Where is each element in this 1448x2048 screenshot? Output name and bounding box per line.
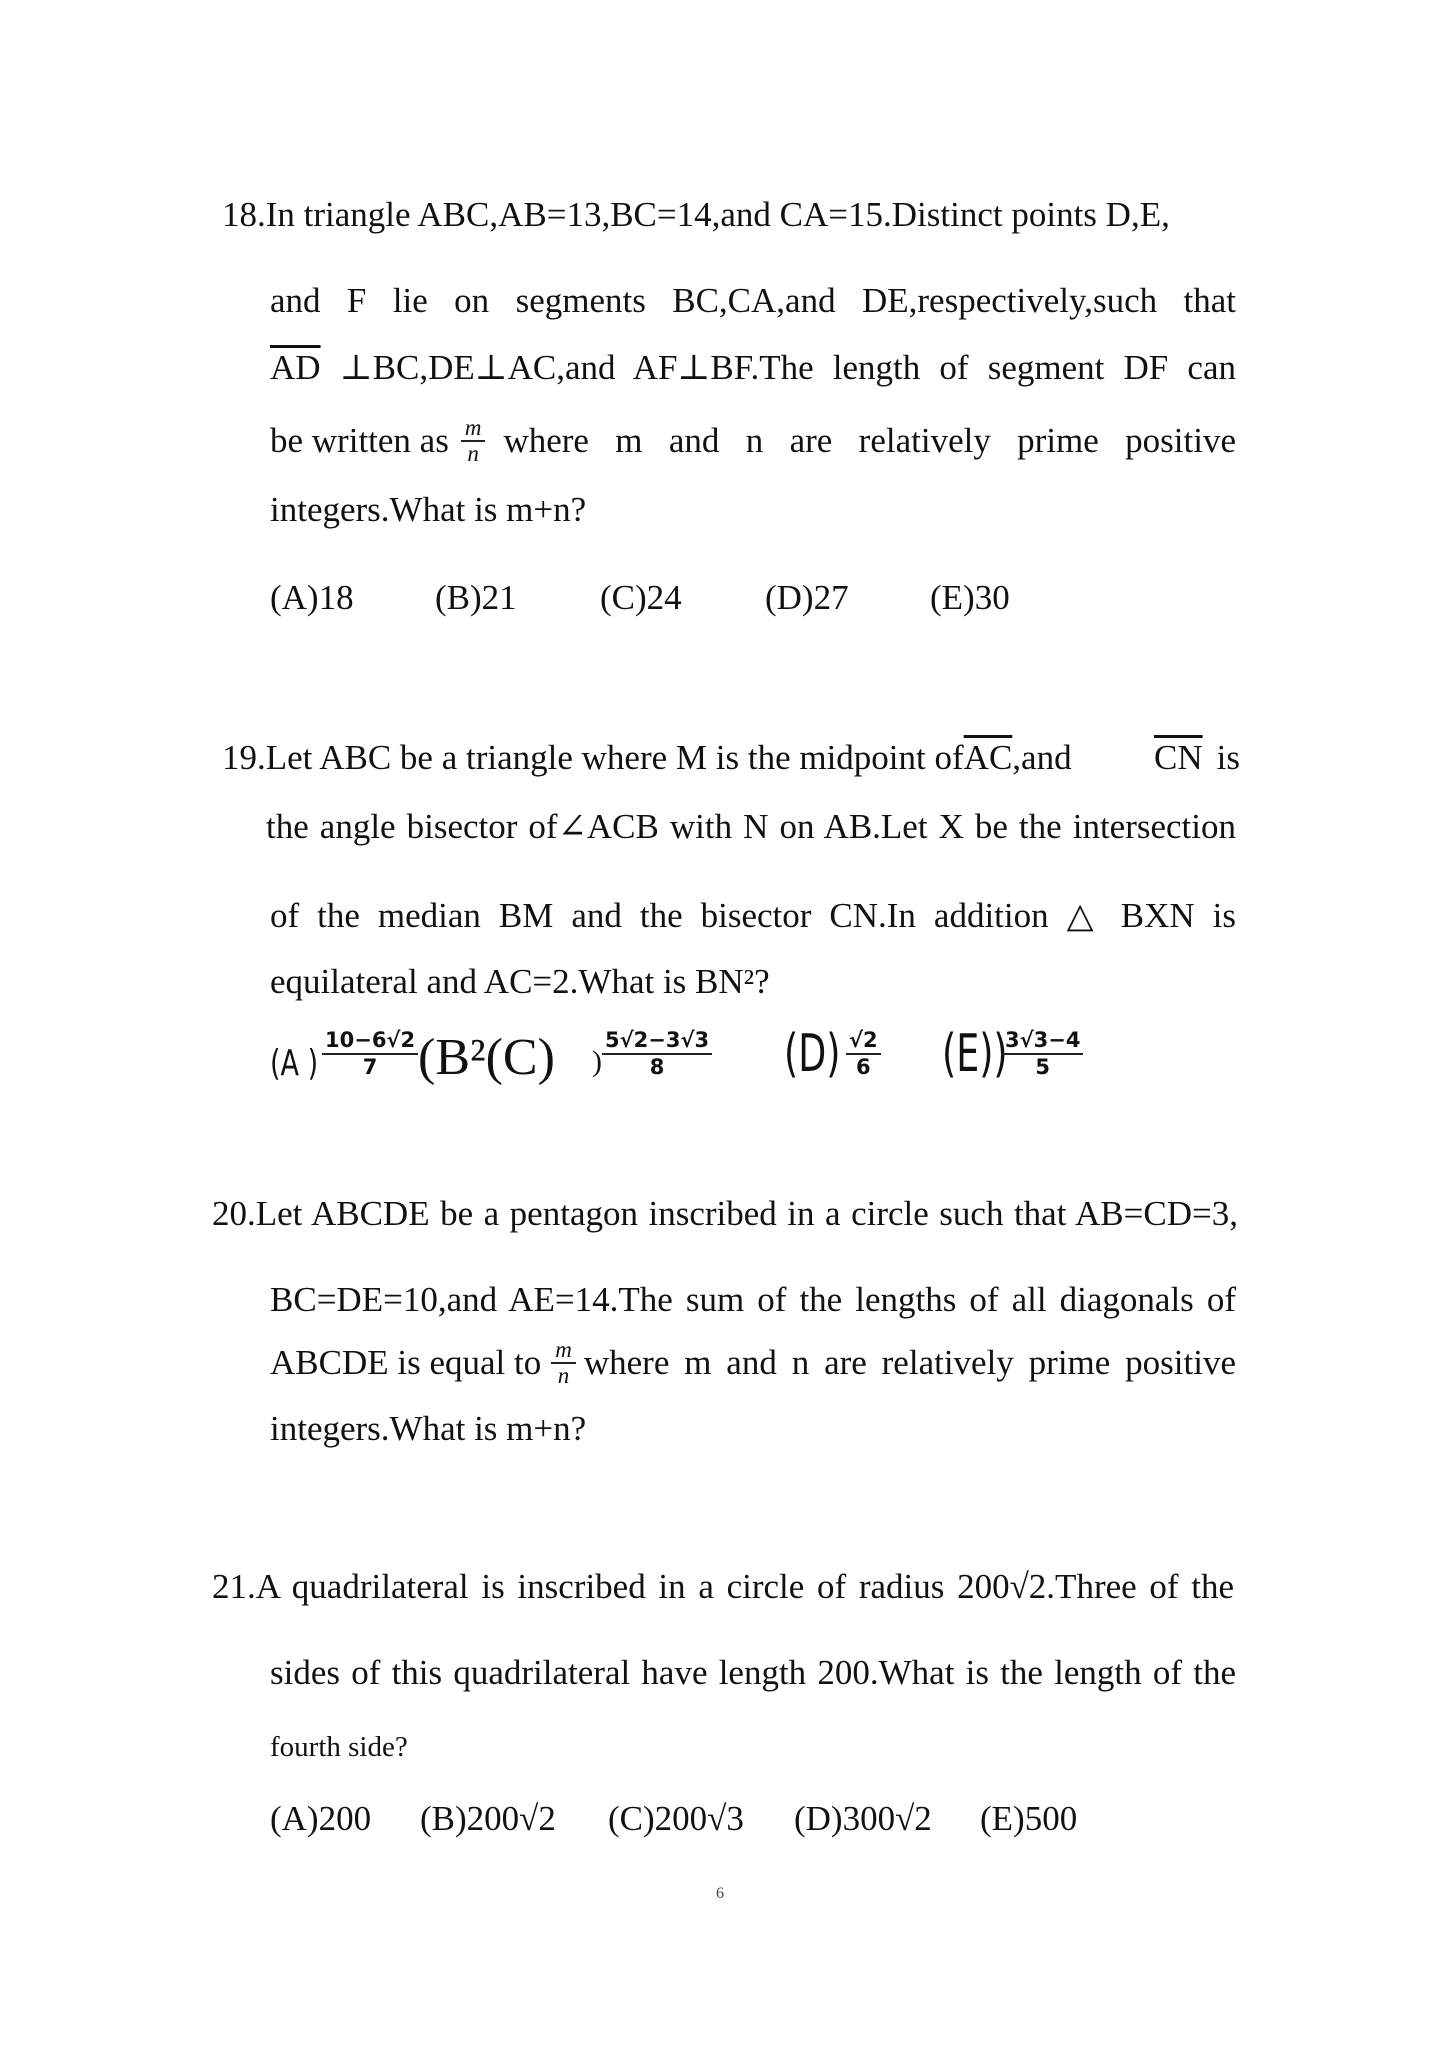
q19-choice-d-fraction (846, 1028, 881, 1080)
q19-choice-c-fraction (602, 1028, 712, 1080)
fraction-denominator: n (467, 441, 479, 466)
q19-choice-b-c-label[interactable]: (B²(C) (418, 1029, 555, 1086)
q18-choice-c[interactable]: (C)24 (600, 578, 682, 617)
segment-cn: $\overline{CN}$ (1154, 738, 1203, 777)
q18-choice-a[interactable]: (A)18 (270, 578, 354, 617)
q18-choice-d[interactable]: (D)27 (765, 578, 849, 617)
q21-choice-b[interactable]: (B)200√2 (420, 1799, 556, 1838)
q21-choice-e[interactable]: (E)500 (980, 1799, 1078, 1838)
q20-stem-line-4: integers.What is m+n? (270, 1409, 587, 1448)
segment-ad: $\overline{AD}$ (270, 348, 321, 387)
q21-stem-line-2: sides of this quadrilateral have length 200.What is the length of the (270, 1653, 1236, 1692)
q18-stem-line-2: and F lie on segments BC,CA,and DE,respectively,such that (270, 281, 1236, 320)
q20-stem-line-2: BC=DE=10,and AE=14.The sum of the lengths of all diagonals of (270, 1280, 1236, 1319)
q18-choice-e[interactable]: (E)30 (930, 578, 1010, 617)
q21-choice-d[interactable]: (D)300√2 (794, 1799, 932, 1838)
q19-stem-line-1 (222, 736, 1240, 780)
q19-choice-a-label[interactable]: (A ) (270, 1043, 319, 1084)
q20-fraction-m-over-n (551, 1338, 576, 1388)
q19-answer-choices (270, 1024, 1170, 1100)
q18-text-be-written-as: be written as (270, 421, 449, 460)
q18-stem-line-5: integers.What is m+n? (270, 490, 587, 529)
fraction-denominator: 7 (362, 1055, 378, 1079)
q19-stem-line-3: of the median BM and the bisector CN.In addition △ BXN is (270, 896, 1236, 935)
q19-choice-d-label[interactable]: (D) (784, 1024, 841, 1084)
q20-text-equal-to: ABCDE is equal to (270, 1343, 542, 1382)
q19-choice-e-label[interactable]: (E)) (942, 1024, 1008, 1084)
q18-stem-line-3-rest: ⊥BC,DE⊥AC,and AF⊥BF.The length of segment DF can (320, 348, 1236, 387)
q19-choice-a-fraction (322, 1028, 418, 1080)
q19-text-and: ,and (1012, 738, 1072, 777)
fraction-denominator: 5 (1035, 1055, 1051, 1079)
q21-stem-line-3: fourth side? (270, 1731, 408, 1763)
fraction-numerator: 10−6√2 (322, 1028, 418, 1055)
q19-choice-c-paren: ) (592, 1045, 602, 1078)
q18-stem-line-4 (270, 416, 1236, 466)
fraction-numerator: √2 (846, 1028, 881, 1055)
q19-text-is: is (1216, 738, 1240, 777)
q20-text-relatively-prime: where m and n are relatively prime positive (583, 1343, 1236, 1382)
q19-text-midpoint: 19.Let ABC be a triangle where M is the midpoint of (222, 738, 964, 777)
segment-ac: $\overline{AC}$ (963, 738, 1013, 777)
fraction-denominator: n (557, 1363, 570, 1388)
fraction-numerator: 3√3−4 (1002, 1028, 1083, 1055)
q20-stem-line-1: 20.Let ABCDE be a pentagon inscribed in a circle such that AB=CD=3, (212, 1194, 1238, 1233)
fraction-numerator: m (551, 1338, 576, 1364)
fraction-numerator: m (461, 416, 486, 442)
fraction-numerator: 5√2−3√3 (602, 1028, 712, 1055)
q21-choice-c[interactable]: (C)200√3 (608, 1799, 744, 1838)
q21-choice-a[interactable]: (A)200 (270, 1799, 372, 1838)
q18-fraction-m-over-n (461, 416, 486, 466)
q21-stem-line-1: 21.A quadrilateral is inscribed in a circle of radius 200√2.Three of the (212, 1567, 1234, 1606)
q19-stem-line-4: equilateral and AC=2.What is BN²? (270, 962, 770, 1001)
fraction-denominator: 8 (649, 1055, 665, 1079)
q19-stem-line-2: the angle bisector of∠ACB with N on AB.Let X be the intersection (266, 807, 1236, 846)
q19-choice-e-fraction (1002, 1028, 1083, 1080)
page-number: 6 (716, 1885, 724, 1902)
q18-stem-line-3 (270, 346, 1236, 390)
q20-stem-line-3 (270, 1338, 1236, 1388)
fraction-denominator: 6 (856, 1055, 871, 1079)
q18-stem-line-1: 18.In triangle ABC,AB=13,BC=14,and CA=15.Distinct points D,E, (222, 195, 1170, 234)
q18-text-relatively-prime: where m and n are relatively prime positive (503, 421, 1236, 460)
q18-choice-b[interactable]: (B)21 (435, 578, 517, 617)
